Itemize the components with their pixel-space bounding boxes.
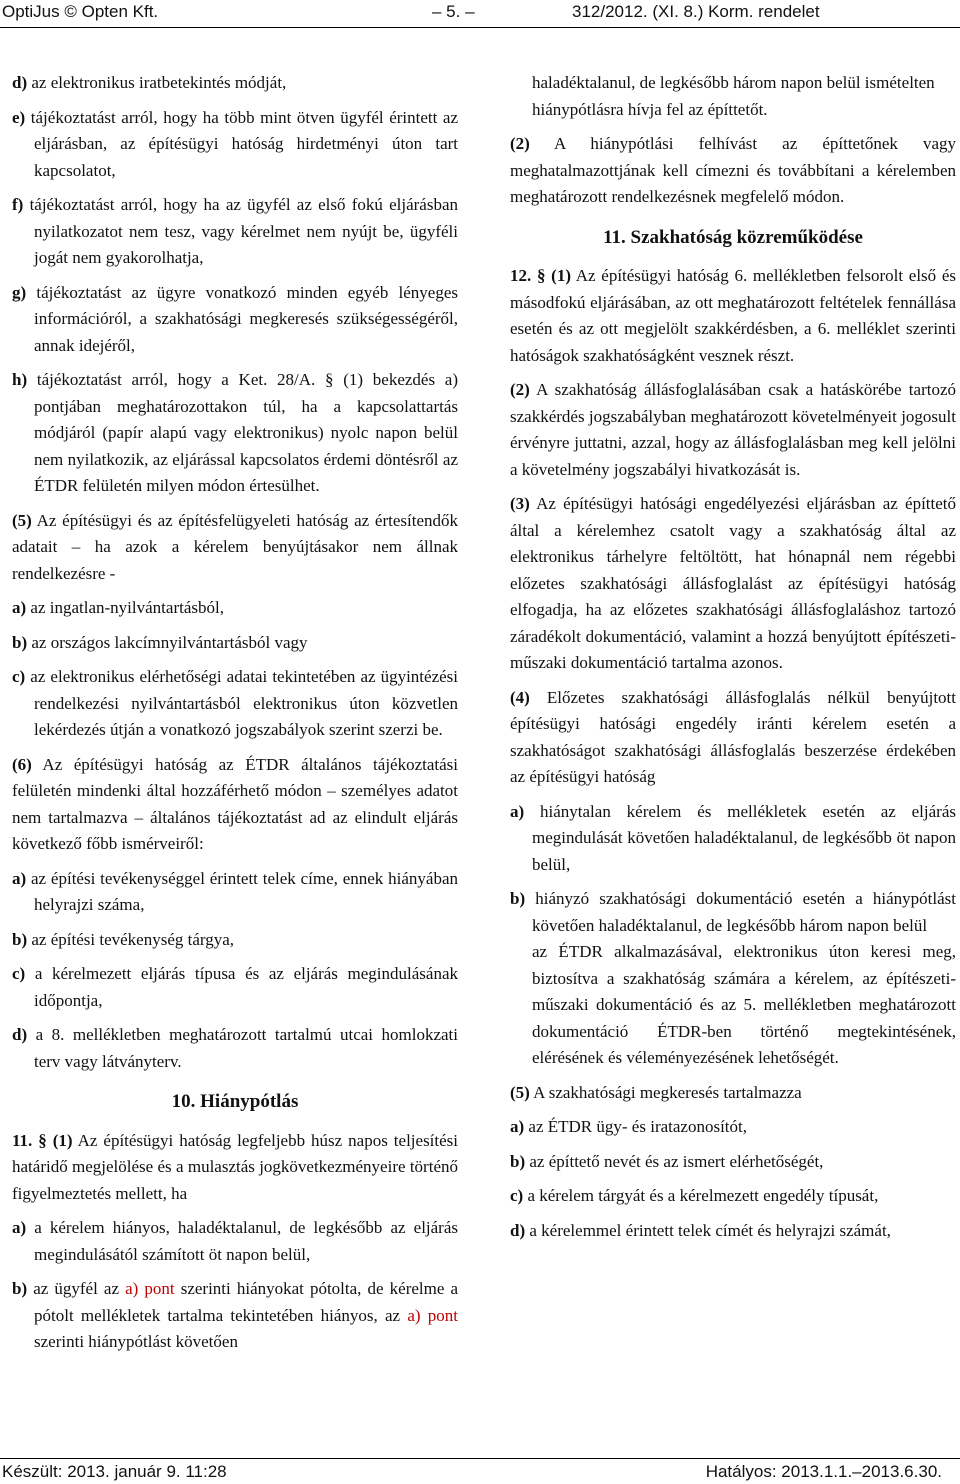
paragraph-label: (1) bbox=[52, 1130, 73, 1150]
paragraph-label: (1) bbox=[551, 266, 571, 285]
item-5b-right bbox=[510, 1149, 956, 1176]
paragraph-label: (4) bbox=[510, 687, 530, 707]
paragraph-label: (6) bbox=[12, 754, 32, 774]
item-5b bbox=[12, 630, 458, 657]
item-label: b) bbox=[12, 929, 28, 949]
paragraph-label: (2) bbox=[510, 134, 530, 153]
section-heading-11: 11. Szakhatóság közreműködése bbox=[603, 226, 863, 248]
item-text: az elektronikus elérhetőségi adatai tekintetében az ügyintézési rendelkezési nyilvántartásból elektronikus úton közvetlen lekérdezés útján a vonatkozó jogszabályok szerint szerzi be. bbox=[30, 667, 459, 739]
item-label: b) bbox=[510, 1151, 526, 1171]
section-12-paragraph-1 bbox=[510, 263, 956, 369]
item-text: az építési tevékenységgel érintett telek címe, ennek hiányában helyrajzi száma, bbox=[31, 868, 459, 914]
paragraph-text: Az építésügyi hatóság 6. mellékletben felsorolt első és másodfokú eljárásában, az ott meghatározott feltételek fennállása esetén és az ott megjelölt szakkérdésben, a 6. melléklet szerinti hatóságok szakhatóságként vesznek részt. bbox=[510, 266, 957, 365]
item-6d bbox=[12, 1022, 458, 1075]
item-text: a kérelem tárgyát és a kérelmezett engedély típusát, bbox=[527, 1186, 879, 1205]
item-text: a kérelemmel érintett telek címét és helyrajzi számát, bbox=[529, 1220, 891, 1240]
item-text: az elektronikus iratbetekintés módját, bbox=[31, 73, 287, 92]
item-5d-right bbox=[510, 1218, 956, 1245]
paragraph-label: (3) bbox=[510, 494, 530, 513]
paragraph-text: A szakhatósági megkeresés tartalmazza bbox=[533, 1082, 802, 1102]
item-text: szerinti hiánypótlást követően bbox=[34, 1332, 238, 1351]
section-heading-10: 10. Hiánypótlás bbox=[171, 1091, 299, 1112]
item-text: hiányzó szakhatósági dokumentáció esetén a hiánypótlást követően haladéktalanul, de legkésőbb három napon belül bbox=[532, 889, 957, 935]
item-6c bbox=[12, 961, 458, 1014]
item-text: a 8. mellékletben meghatározott tartalmú utcai homlokzati terv vagy látványterv. bbox=[34, 1025, 458, 1071]
item-label: d) bbox=[12, 1025, 28, 1044]
item-text: tájékoztatást arról, hogy ha az ügyfél az első fokú eljárásban nyilatkozatot nem tesz, vagy kérelmet nem nyújt be, ügyféli jogát nem gyakorolhatja, bbox=[29, 195, 459, 267]
item-text: az építési tevékenység tárgya, bbox=[31, 929, 235, 949]
continuation-text-2: hiánypótlásra hívja fel az építtetőt. bbox=[532, 99, 768, 119]
footer-created: Készült: 2013. január 9. 11:28 bbox=[2, 1462, 227, 1481]
item-5c bbox=[12, 664, 458, 744]
paragraph-4-tail: az ÉTDR alkalmazásával, elektronikus úton keresi meg, biztosítva a szakhatóság számára a kérelem, az építészeti-műszaki dokumentáció és az 5. mellékletben meghatározott dokumentáció ÉTDR-ben történő megtekintésének, elérésének és véleményezésének lehetőségét. bbox=[532, 942, 956, 1067]
continuation-text: haladéktalanul, de legkésőbb három napon belül ismételten bbox=[532, 73, 935, 92]
item-5c-right bbox=[510, 1183, 956, 1210]
cross-reference-link[interactable]: a) pont bbox=[407, 1305, 459, 1325]
section-12-paragraph-5 bbox=[510, 1080, 956, 1107]
header-document-title: 312/2012. (XI. 8.) Korm. rendelet bbox=[572, 2, 820, 21]
item-text: az építtető nevét és az ismert elérhetőségét, bbox=[529, 1151, 824, 1171]
item-4b bbox=[510, 886, 956, 939]
item-label: c) bbox=[510, 1186, 524, 1205]
item-f bbox=[12, 192, 458, 272]
item-text: tájékoztatást arról, hogy ha több mint ötven ügyfél érintett az eljárásban, az építésügyi hatóság hirdetményi úton tart kapcsolatot, bbox=[30, 107, 459, 180]
paragraph-text: Az építésügyi hatóság legfeljebb húsz napos teljesítési határidő megjelölése és a mulasztás jogkövetkezményeire történő figyelmeztetés mellett, ha bbox=[12, 1130, 459, 1203]
item-label: a) bbox=[510, 801, 525, 821]
item-h bbox=[12, 367, 458, 500]
page-header bbox=[2, 2, 958, 26]
item-label: b) bbox=[510, 889, 526, 908]
page-footer bbox=[2, 1462, 958, 1484]
section-number: 11. § bbox=[12, 1130, 47, 1150]
section-11-paragraph-1 bbox=[12, 1128, 458, 1208]
header-rule bbox=[0, 27, 960, 28]
paragraph-text: Az építésügyi és az építésfelügyeleti hatóság az értesítendők adatait – ha azok a kérelem benyújtásakor nem állnak rendelkezésre - bbox=[12, 510, 458, 583]
item-text: tájékoztatást arról, hogy a Ket. 28/A. § (1) bekezdés a) pontjában meghatározottakon túl, ha a kapcsolattartás módjáról (papír alapú vagy elektronikus) nyolc napon belül nem nyilatkozik, az eljárással kapcsolatos érdemi döntésről az ÉTDR felületén milyen módon értesülhet. bbox=[34, 370, 459, 495]
footer-effective: Hatályos: 2013.1.1.–2013.6.30. bbox=[705, 1462, 942, 1481]
item-11a bbox=[12, 1215, 458, 1268]
item-label: g) bbox=[12, 282, 27, 302]
item-label: b) bbox=[12, 632, 28, 652]
paragraph-label: (5) bbox=[510, 1082, 530, 1102]
section-12-paragraph-2 bbox=[510, 377, 956, 483]
item-text: az országos lakcímnyilvántartásból vagy bbox=[31, 632, 308, 652]
section-number: 12. § bbox=[510, 266, 546, 285]
item-6b bbox=[12, 927, 458, 954]
cross-reference-link[interactable]: a) pont bbox=[125, 1279, 175, 1298]
footer-rule bbox=[0, 1458, 960, 1459]
item-d bbox=[12, 70, 458, 97]
item-4a bbox=[510, 799, 956, 879]
item-label: f) bbox=[12, 195, 24, 214]
item-5a-right bbox=[510, 1114, 956, 1141]
item-text: az ÉTDR ügy- és iratazonosítót, bbox=[528, 1117, 747, 1136]
item-text: az ingatlan-nyilvántartásból, bbox=[30, 598, 224, 617]
item-text: szerinti hiányokat pótolta, de kérelme a pótolt mellékletek tartalma tekintetében hiányos, az bbox=[34, 1279, 459, 1325]
item-label: b) bbox=[12, 1279, 28, 1298]
item-label: a) bbox=[12, 598, 27, 617]
paragraph-text: A hiánypótlási felhívást az építtetőnek vagy meghatalmazottjának kell címezni és továbbítani a kérelemben meghatározott rendelkezésnek megfelelő módon. bbox=[510, 134, 956, 206]
item-label: c) bbox=[12, 667, 26, 686]
paragraph-label: (5) bbox=[12, 510, 32, 530]
paragraph-label: (2) bbox=[510, 380, 530, 399]
item-e bbox=[12, 105, 458, 185]
section-12-paragraph-3 bbox=[510, 491, 956, 677]
item-g bbox=[12, 280, 458, 360]
paragraph-text: Az építésügyi hatósági engedélyezési eljárásban az építtető által a kérelemhez csatolt vagy a szakhatóság által az elektronikus tárhelyre feltöltött, hat hónapnál nem régebbi előzetes szakhatósági állásfoglalást az építésügyi hatóság elfogadja, ha az előzetes szakhatósági állásfoglaláshoz tartozó záradékolt dokumentáció, valamint a hozzá benyújtott építészeti-műszaki dokumentáció tartalma azonos. bbox=[510, 494, 957, 672]
left-column bbox=[12, 70, 458, 1364]
item-label: a) bbox=[12, 868, 27, 888]
item-label: c) bbox=[12, 964, 26, 983]
item-5a bbox=[12, 595, 458, 622]
item-11b bbox=[12, 1276, 458, 1356]
item-label: a) bbox=[12, 1218, 27, 1237]
item-label: h) bbox=[12, 370, 28, 389]
item-text: a kérelem hiányos, haladéktalanul, de legkésőbb az eljárás megindulásától számított öt napon belül, bbox=[34, 1218, 459, 1264]
paragraph-6 bbox=[12, 752, 458, 858]
right-column bbox=[510, 70, 956, 1252]
item-label: a) bbox=[510, 1117, 525, 1136]
header-publisher: OptiJus © Opten Kft. bbox=[2, 2, 159, 21]
paragraph-text: Az építésügyi hatóság az ÉTDR általános tájékoztatási felületén mindenki által hozzáférhető módon – személyes adatot nem tartalmazva – általános tájékoztatást ad az elindult eljárás következő főbb ismérveiről: bbox=[12, 754, 459, 853]
item-label: d) bbox=[510, 1220, 526, 1240]
paragraph-2 bbox=[510, 131, 956, 211]
item-text: az ügyfél az bbox=[33, 1279, 120, 1298]
section-12-paragraph-4 bbox=[510, 685, 956, 791]
item-label: e) bbox=[12, 107, 26, 127]
item-6a bbox=[12, 866, 458, 919]
item-label: d) bbox=[12, 73, 28, 92]
item-text: a kérelmezett eljárás típusa és az eljárás megindulásának időpontja, bbox=[34, 964, 459, 1010]
item-text: tájékoztatást az ügyre vonatkozó minden egyéb lényeges információról, a szakhatósági megkeresés szükségességéről, annak idejéről, bbox=[34, 282, 458, 355]
paragraph-text: A szakhatóság állásfoglalásában csak a hatáskörébe tartozó szakkérdés jogszabályban meghatározott követelményeit jogosult érvényre juttatni, azzal, hogy az állásfoglalásban meg kell jelölni a követelmény jogszabályi hivatkozását is. bbox=[510, 380, 957, 479]
header-page-number: – 5. – bbox=[432, 2, 475, 21]
paragraph-5 bbox=[12, 508, 458, 588]
paragraph-text: Előzetes szakhatósági állásfoglalás nélkül benyújtott építésügyi hatósági engedély iránti kérelem esetén a szakhatóságot szakhatósági állásfoglalás beszerzése érdekében az építésügyi hatóság bbox=[510, 687, 957, 786]
item-text: hiánytalan kérelem és mellékletek esetén az eljárás megindulását követően haladéktalanul, de legkésőbb öt napon belül, bbox=[532, 801, 956, 874]
